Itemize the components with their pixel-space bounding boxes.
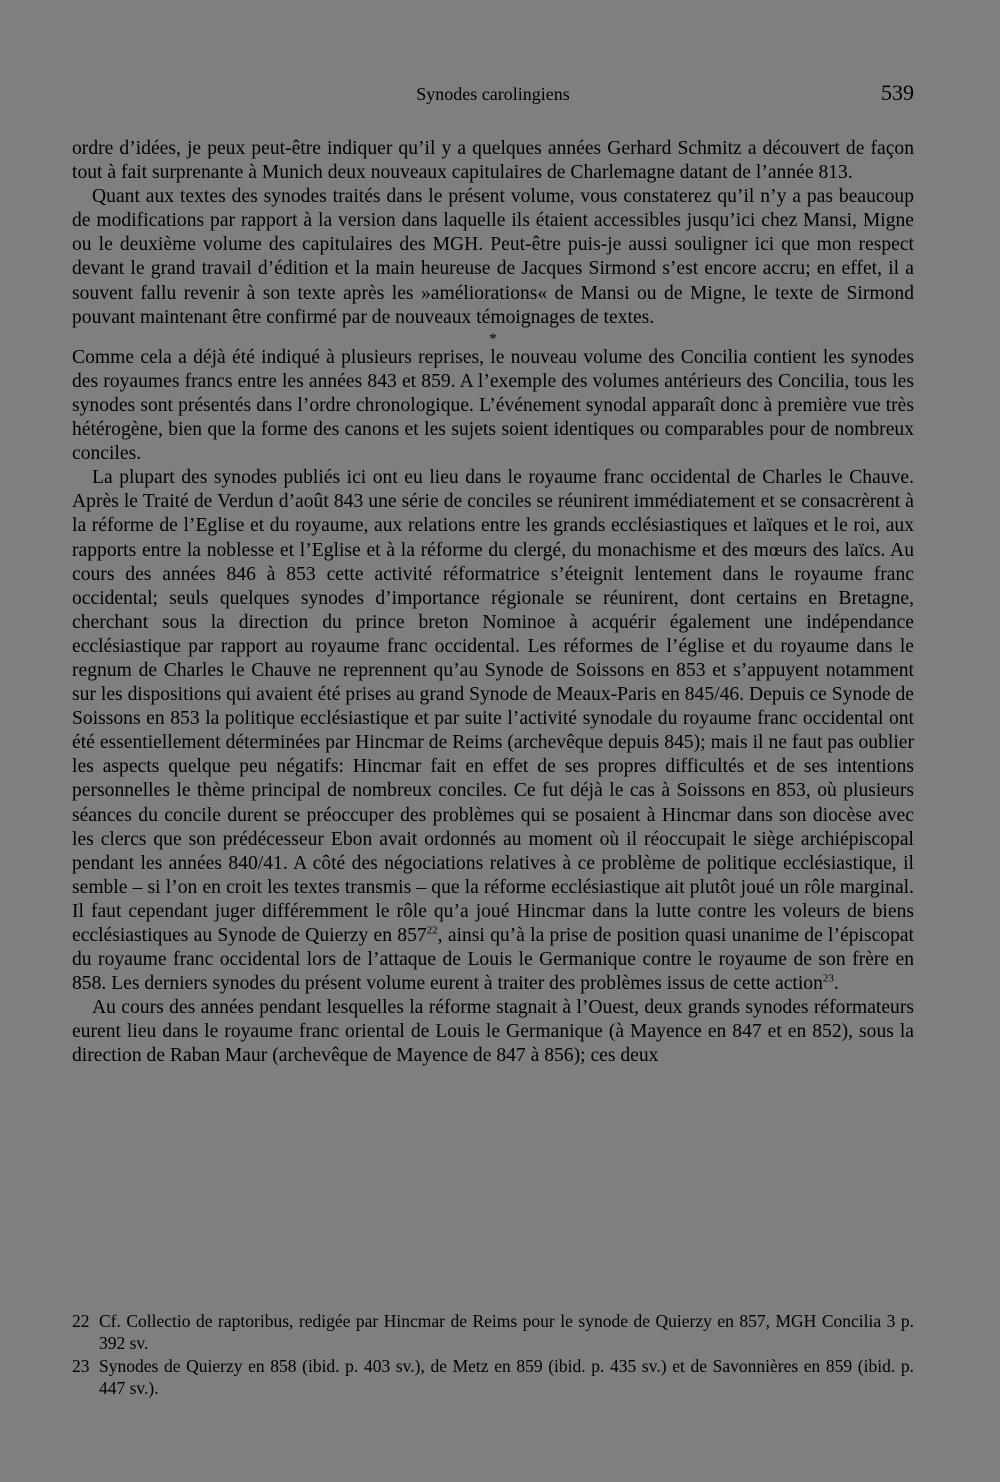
footnote-reference[interactable]: 22 xyxy=(426,924,438,937)
paragraph-text: La plupart des synodes publiés ici ont eu lieu dans le royaume franc occidental de Charles le Chauve. Après le Traité de Verdun d’août 843 une série de conciles se réunirent immédiatement et se consacrèrent à la réforme de l’Eglise et du royaume, aux relations entre les grands ecclésiastiques et laïques et le roi, aux rapports entre la noblesse et l’Eglise et à la réforme du clergé, du monachisme et des mœurs des laïcs. Au cours des années 846 à 853 cette activité réformatrice s’éteignit lentement dans le royaume franc occidental; seuls quelques synodes d’importance régionale se réunirent, dont certains en Bretagne, cherchant sous la direction du prince breton Nominoe à acquérir également une indépendance ecclésiastique par rapport au royaume franc occidental. Les réformes de l’église et du royaume dans le regnum de Charles le Chauve ne reprennent qu’au Synode de Soissons en 853 et s’appuyent notamment sur les dispositions qui avaient été prises au grand Synode de Meaux-Paris en 845/46. Depuis ce Synode de Soissons en 853 la politique ecclésiastique et par suite l’activité synodale du royaume franc occidental ont été essentiellement déterminées par Hincmar de Reims (archevêque depuis 845); mais il ne faut pas oublier les aspects quelque peu négatifs: Hincmar fait en effet de ses propres difficultés et de ses intentions personnelles le thème principal de nombreux conciles. Ce fut déjà le cas à Soissons en 853, où plusieurs séances du concile durent se préoccuper des problèmes qui se posaient à Hincmar dans son diocèse avec les clercs que son prédécesseur Ebon avait ordonnés au moment où il réoccupait le siège archiépiscopal pendant les années 840/41. A côté des négociations relatives à ce problème de politique ecclésiastique, il semble – si l’on en croit les textes transmis – que la réforme ecclésiastique ait plutôt joué un rôle marginal. Il faut cependant juger différemment le rôle qu’a joué Hincmar dans la lutte contre les voleurs de biens ecclésiastiques au Synode de Quierzy en 857 xyxy=(72,467,914,946)
paragraph: Au cours des années pendant lesquelles la réforme stagnait à l’Ouest, deux grands synodes réformateurs eurent lieu dans le royaume franc oriental de Louis le Germanique (à Mayence en 847 et en 852), sous la direction de Raban Maur (archevêque de Mayence de 847 à 856); ces deux xyxy=(72,997,914,1067)
footnote-number: 22 xyxy=(72,1311,90,1331)
paragraph: Comme cela a déjà été indiqué à plusieurs reprises, le nouveau volume des Concilia contient les synodes des royaumes francs entre les années 843 et 859. A l’exemple des volumes antérieurs des Concilia, tous les synodes sont présentés dans l’ordre chronologique. L’événement synodal apparaît donc à première vue très hétérogène, bien que la forme des canons et les sujets soient identiques ou comparables pour de nombreux conciles. xyxy=(72,346,914,465)
footnote-reference[interactable]: 23 xyxy=(822,972,834,985)
page-number: 539 xyxy=(881,80,914,105)
paragraph-text: , ainsi qu’à la prise de position quasi unanime de l’épiscopat du royaume franc occidental lors de l’attaque de Louis le Germanique contre le royaume de son frère en 858. Les derniers synodes du présent volume eurent à traiter des problèmes issus de cette action xyxy=(72,925,915,995)
running-header xyxy=(72,78,914,108)
footnote-text: Cf. Collectio de raptoribus, redigée par Hincmar de Reims pour le synode de Quierzy en 857, MGH Concilia 3 p. 392 sv. xyxy=(99,1311,914,1353)
paragraph xyxy=(72,466,914,996)
paragraph-text: . xyxy=(833,973,839,995)
running-title: Synodes carolingiens xyxy=(416,84,570,104)
footnote xyxy=(72,1355,914,1399)
paragraph: ordre d’idées, je peux peut-être indiquer qu’il y a quelques années Gerhard Schmitz a découvert de façon tout à fait surprenante à Munich deux nouveaux capitulaires de Charlemagne datant de l’année 813. xyxy=(72,138,914,184)
footnote xyxy=(72,1310,914,1354)
footnote-text: Synodes de Quierzy en 858 (ibid. p. 403 sv.), de Metz en 859 (ibid. p. 435 sv.) et de Savonnières en 859 (ibid. p. 447 sv.). xyxy=(99,1356,914,1398)
section-separator: * xyxy=(489,330,497,347)
paragraph: Quant aux textes des synodes traités dans le présent volume, vous constaterez qu’il n’y a pas beaucoup de modifications par rapport à la version dans laquelle ils étaient accessibles jusqu’ici chez Mansi, Migne ou le deuxième volume des capitulaires des MGH. Peut-être puis-je aussi souligner ici que mon respect devant le grand travail d’édition et la main heureuse de Jacques Sirmond s’est encore accru; en effet, il a souvent fallu revenir à son texte après les »améliorations« de Mansi ou de Migne, le texte de Sirmond pouvant maintenant être confirmé par de nouveaux témoignages de textes. xyxy=(72,186,914,328)
footnotes xyxy=(72,1310,914,1400)
footnote-number: 23 xyxy=(72,1356,90,1376)
body-text xyxy=(72,137,914,1069)
